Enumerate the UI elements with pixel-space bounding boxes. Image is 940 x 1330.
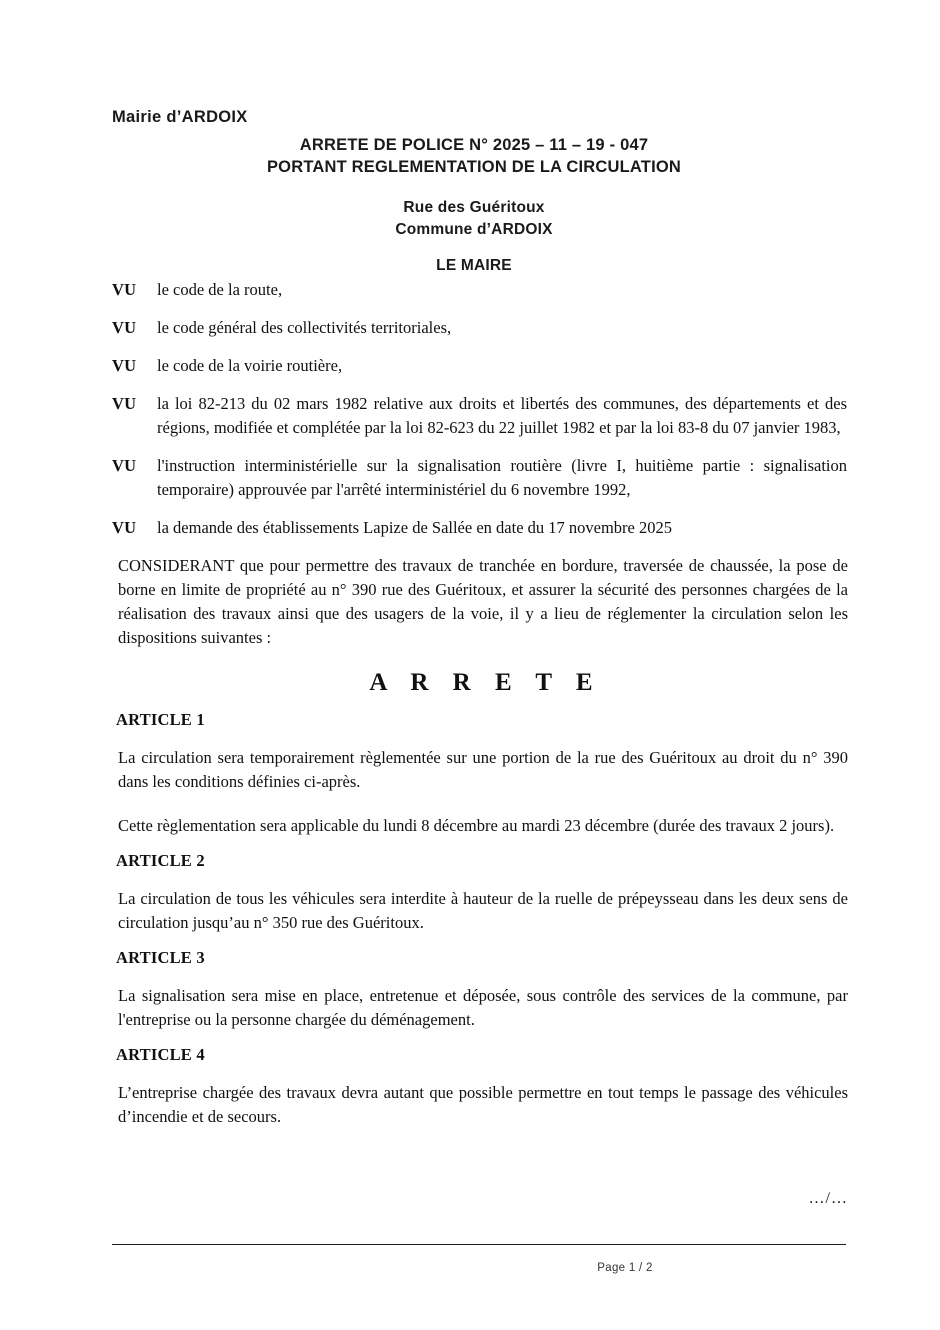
considerant-paragraph: CONSIDERANT que pour permettre des travaux de tranchée en bordure, traversée de chaussée, la pose de borne en limite de propriété au n° 390 rue des Guéritoux, et assurer la sécurité des personnes chargées de la réalisation des travaux ainsi que des usagers de la voie, il y a lieu de réglementer la circulation selon les dispositions suivantes : <box>118 556 848 647</box>
visa-tag: VU <box>112 518 137 537</box>
article-paragraph: L’entreprise chargée des travaux devra autant que possible permettre en tout temps le passage des véhicules d’incendie et de secours. <box>118 1083 848 1126</box>
visa-item <box>112 454 848 502</box>
article-heading-3: ARTICLE 3 <box>116 948 205 967</box>
decision-heading: A R R E T E <box>369 669 602 696</box>
article-paragraph: La circulation sera temporairement règlementée sur une portion de la rue des Guéritoux au droit du n° 390 dans les conditions définies ci-après. <box>118 748 848 791</box>
visa-tag: VU <box>112 318 137 337</box>
document-title-line-2: PORTANT REGLEMENTATION DE LA CIRCULATION <box>266 158 682 176</box>
continuation-mark: …/… <box>808 1190 848 1207</box>
visa-item <box>112 354 848 378</box>
issuing-authority: LE MAIRE <box>436 257 512 274</box>
subject-commune: Commune d’ARDOIX <box>395 221 553 238</box>
subject-street: Rue des Guéritoux <box>403 199 545 216</box>
article-heading-1: ARTICLE 1 <box>116 710 205 729</box>
visa-item <box>112 392 848 440</box>
organization-name: Mairie d’ARDOIX <box>112 108 248 126</box>
article-heading-4: ARTICLE 4 <box>116 1045 205 1064</box>
visa-tag: VU <box>112 456 137 475</box>
visa-tag: VU <box>112 280 137 299</box>
document-subject <box>118 197 830 241</box>
visa-text: la loi 82-213 du 02 mars 1982 relative aux droits et libertés des communes, des départements et des régions, modifiée et complétée par la loi 82-623 du 22 juillet 1982 et par la loi 83-8 du 07 janvier 1983, <box>157 394 847 437</box>
document-body <box>112 278 848 1129</box>
visa-text: l'instruction interministérielle sur la signalisation routière (livre I, huitième partie : signalisation temporaire) approuvée par l'arrêté interministériel du 6 novembre 1992, <box>157 456 847 499</box>
article-paragraph: La circulation de tous les véhicules sera interdite à hauteur de la ruelle de prépeysseau dans les deux sens de circulation jusqu’au n° 350 rue des Guéritoux. <box>118 889 848 932</box>
visa-item <box>112 516 848 540</box>
visa-text: le code général des collectivités territoriales, <box>157 318 452 337</box>
page-number: Page 1 / 2 <box>597 1262 653 1274</box>
article-paragraph: La signalisation sera mise en place, entretenue et déposée, sous contrôle des services de la commune, par l'entreprise ou la personne chargée du déménagement. <box>118 986 848 1029</box>
visa-item <box>112 278 848 302</box>
visa-text: le code de la voirie routière, <box>157 356 343 375</box>
footer-divider <box>112 1244 846 1245</box>
document-title-line-1: ARRETE DE POLICE N° 2025 – 11 – 19 - 047 <box>299 136 649 154</box>
article-heading-2: ARTICLE 2 <box>116 851 205 870</box>
visa-text: le code de la route, <box>157 280 283 299</box>
visa-item <box>112 316 848 340</box>
article-paragraph: Cette règlementation sera applicable du lundi 8 décembre au mardi 23 décembre (durée des travaux 2 jours). <box>118 816 835 835</box>
visa-tag: VU <box>112 356 137 375</box>
document-title <box>118 134 830 178</box>
visa-text: la demande des établissements Lapize de Sallée en date du 17 novembre 2025 <box>157 518 672 537</box>
visa-tag: VU <box>112 394 137 413</box>
